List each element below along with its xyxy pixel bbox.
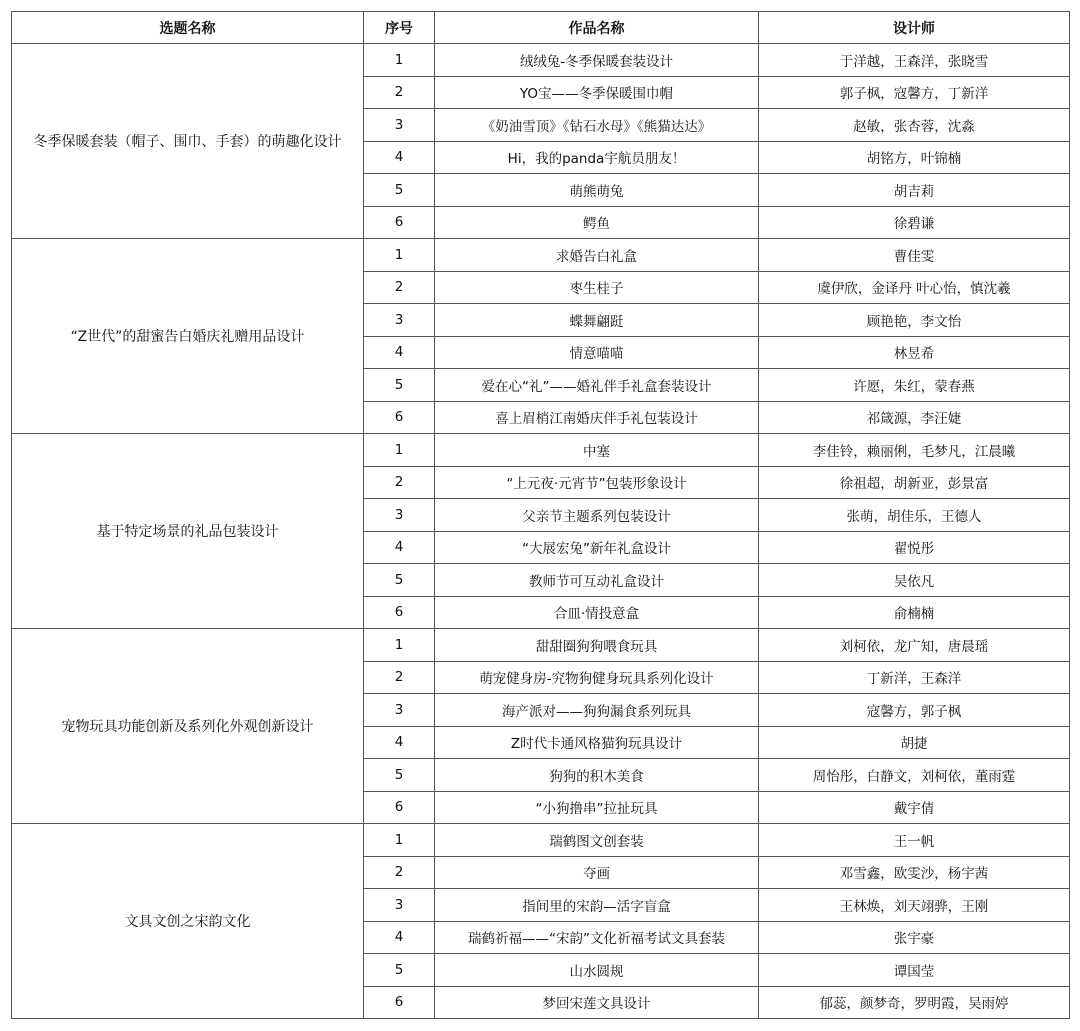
works-table — [11, 11, 1070, 1019]
header-work: 作品名称 — [435, 12, 759, 44]
header-no: 序号 — [364, 12, 435, 44]
work-cell: 爱在心“礼”——婚礼伴手礼盒套装设计 — [435, 369, 759, 402]
no-cell: 5 — [364, 954, 435, 987]
designer-cell: 刘柯依，龙广知，唐晨瑶 — [759, 629, 1070, 662]
work-cell: 瑞鹤图文创套装 — [435, 824, 759, 857]
designer-cell: 王林焕，刘天翊骅，王刚 — [759, 889, 1070, 922]
no-cell: 1 — [364, 824, 435, 857]
topic-cell: 冬季保暖套装（帽子、围巾、手套）的萌趣化设计 — [12, 44, 364, 239]
designer-cell: 周怡彤，白静文，刘柯依，董雨霆 — [759, 759, 1070, 792]
work-cell: 教师节可互动礼盒设计 — [435, 564, 759, 597]
header-row — [12, 12, 1070, 44]
table-row — [12, 44, 1070, 77]
work-cell: Z时代卡通风格猫狗玩具设计 — [435, 726, 759, 759]
designer-cell: 胡铭方，叶锦楠 — [759, 141, 1070, 174]
designer-cell: 徐祖超，胡新亚，彭景富 — [759, 466, 1070, 499]
designer-cell: 张宇豪 — [759, 921, 1070, 954]
no-cell: 5 — [364, 564, 435, 597]
work-cell: 绒绒兔-冬季保暖套装设计 — [435, 44, 759, 77]
no-cell: 5 — [364, 369, 435, 402]
no-cell: 2 — [364, 856, 435, 889]
no-cell: 4 — [364, 336, 435, 369]
work-cell: 山水圆规 — [435, 954, 759, 987]
no-cell: 4 — [364, 726, 435, 759]
topic-cell: “Z世代”的甜蜜告白婚庆礼赠用品设计 — [12, 239, 364, 434]
table-row — [12, 824, 1070, 857]
no-cell: 1 — [364, 434, 435, 467]
no-cell: 5 — [364, 759, 435, 792]
work-cell: 萌熊萌兔 — [435, 174, 759, 207]
no-cell: 4 — [364, 531, 435, 564]
work-cell: 狗狗的积木美食 — [435, 759, 759, 792]
no-cell: 6 — [364, 596, 435, 629]
designer-cell: 林昱希 — [759, 336, 1070, 369]
no-cell: 3 — [364, 109, 435, 142]
header-topic: 选题名称 — [12, 12, 364, 44]
work-cell: YO宝——冬季保暖围巾帽 — [435, 76, 759, 109]
topic-cell: 宠物玩具功能创新及系列化外观创新设计 — [12, 629, 364, 824]
work-cell: 萌宠健身房-究物狗健身玩具系列化设计 — [435, 661, 759, 694]
no-cell: 6 — [364, 986, 435, 1019]
designer-cell: 曹佳雯 — [759, 239, 1070, 272]
no-cell: 2 — [364, 76, 435, 109]
no-cell: 1 — [364, 239, 435, 272]
designer-cell: 许愿，朱红，蒙春燕 — [759, 369, 1070, 402]
work-cell: 父亲节主题系列包装设计 — [435, 499, 759, 532]
no-cell: 4 — [364, 141, 435, 174]
work-cell: 鳄鱼 — [435, 206, 759, 239]
no-cell: 6 — [364, 791, 435, 824]
work-cell: “小狗撸串”拉扯玩具 — [435, 791, 759, 824]
work-cell: “上元夜·元宵节”包装形象设计 — [435, 466, 759, 499]
work-cell: 瑞鹤祈福——“宋韵”文化祈福考试文具套装 — [435, 921, 759, 954]
no-cell: 1 — [364, 629, 435, 662]
work-cell: 合皿·情投意盒 — [435, 596, 759, 629]
work-cell: 夺画 — [435, 856, 759, 889]
table-row — [12, 434, 1070, 467]
no-cell: 3 — [364, 889, 435, 922]
designer-cell: 李佳铃，赖丽俐，毛梦凡，江晨曦 — [759, 434, 1070, 467]
work-cell: 甜甜圈狗狗喂食玩具 — [435, 629, 759, 662]
work-cell: Hi，我的panda宇航员朋友！ — [435, 141, 759, 174]
designer-cell: 谭国莹 — [759, 954, 1070, 987]
work-cell: 海产派对——狗狗漏食系列玩具 — [435, 694, 759, 727]
topic-cell: 文具文创之宋韵文化 — [12, 824, 364, 1019]
no-cell: 5 — [364, 174, 435, 207]
designer-cell: 胡吉莉 — [759, 174, 1070, 207]
designer-cell: 翟悦彤 — [759, 531, 1070, 564]
designer-cell: 徐碧谦 — [759, 206, 1070, 239]
no-cell: 3 — [364, 304, 435, 337]
topic-cell: 基于特定场景的礼品包装设计 — [12, 434, 364, 629]
no-cell: 2 — [364, 661, 435, 694]
designer-cell: 胡捷 — [759, 726, 1070, 759]
no-cell: 4 — [364, 921, 435, 954]
work-cell: 喜上眉梢江南婚庆伴手礼包装设计 — [435, 401, 759, 434]
no-cell: 3 — [364, 499, 435, 532]
work-cell: 枣生桂子 — [435, 271, 759, 304]
designer-cell: 戴宇倩 — [759, 791, 1070, 824]
work-cell: “大展宏兔”新年礼盒设计 — [435, 531, 759, 564]
designer-cell: 郭子枫，寇馨方，丁新洋 — [759, 76, 1070, 109]
work-cell: 求婚告白礼盒 — [435, 239, 759, 272]
designer-cell: 虞伊欣，金译丹 叶心怡，慎沈羲 — [759, 271, 1070, 304]
designer-cell: 顾艳艳，李文怡 — [759, 304, 1070, 337]
no-cell: 2 — [364, 271, 435, 304]
header-designer: 设计师 — [759, 12, 1070, 44]
no-cell: 3 — [364, 694, 435, 727]
designer-cell: 丁新洋，王森洋 — [759, 661, 1070, 694]
designer-cell: 郁蕊，颜梦奇，罗明霞，吴雨婷 — [759, 986, 1070, 1019]
no-cell: 1 — [364, 44, 435, 77]
work-cell: 梦回宋莲文具设计 — [435, 986, 759, 1019]
designer-cell: 俞楠楠 — [759, 596, 1070, 629]
work-cell: 情意喵喵 — [435, 336, 759, 369]
work-cell: 《奶油雪顶》《钻石水母》《熊猫达达》 — [435, 109, 759, 142]
designer-cell: 寇馨方，郭子枫 — [759, 694, 1070, 727]
work-cell: 中塞 — [435, 434, 759, 467]
designer-cell: 于洋越，王森洋，张晓雪 — [759, 44, 1070, 77]
table-row — [12, 239, 1070, 272]
no-cell: 6 — [364, 206, 435, 239]
designer-cell: 王一帆 — [759, 824, 1070, 857]
no-cell: 6 — [364, 401, 435, 434]
designer-cell: 吴依凡 — [759, 564, 1070, 597]
no-cell: 2 — [364, 466, 435, 499]
designer-cell: 邓雪鑫，欧雯沙，杨宇茜 — [759, 856, 1070, 889]
designer-cell: 张萌，胡佳乐，王德人 — [759, 499, 1070, 532]
work-cell: 指间里的宋韵—活字盲盒 — [435, 889, 759, 922]
work-cell: 蝶舞翩跹 — [435, 304, 759, 337]
designer-cell: 赵敏，张杏蓉，沈淼 — [759, 109, 1070, 142]
table-row — [12, 629, 1070, 662]
designer-cell: 祁箴源，李汪婕 — [759, 401, 1070, 434]
